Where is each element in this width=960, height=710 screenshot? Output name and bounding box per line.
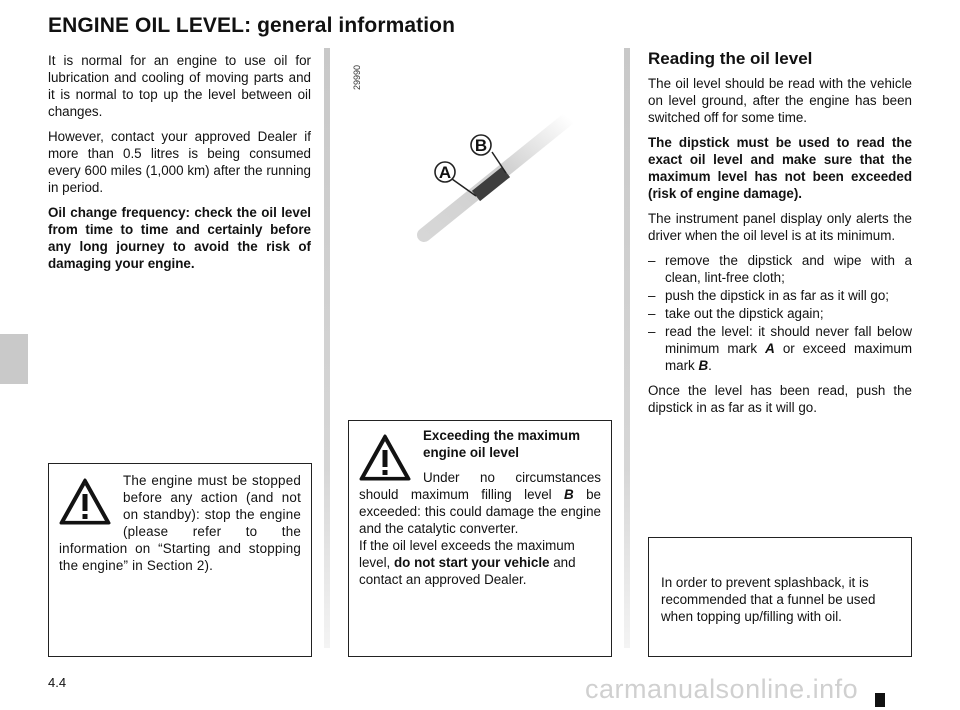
step-item: – remove the dipstick and wipe with a clean, lint-free cloth; (648, 252, 912, 286)
column-divider-left (324, 48, 330, 648)
dipstick-diagram (334, 108, 614, 258)
column-divider-right (624, 48, 630, 648)
exceeding-max-paragraph-1: Under no circumstances should maximum filling level B be exceeded: this could damage the engine and the catalytic converter. (359, 470, 601, 536)
funnel-note-box (648, 537, 912, 657)
exceeding-max-paragraph-2: If the oil level exceeds the maximum level, do not start your vehicle and contact an approved Dealer. (359, 538, 576, 587)
exceeding-max-heading: Exceeding the maximum engine oil level (423, 428, 581, 460)
left-column (48, 52, 311, 280)
engine-stopped-warning-box (48, 463, 312, 657)
reading-paragraph-2: The dipstick must be used to read the exact oil level and make sure that the maximum level has not been exceeded (risk of engine damage). (648, 135, 912, 201)
warning-triangle-icon (359, 434, 411, 482)
page-corner-mark (875, 693, 885, 707)
engine-stopped-warning-text: The engine must be stopped before any action (and not on standby): stop the engine (please refer to the information on “Starting and stopping the engine” in Section 2). (59, 473, 301, 573)
oil-change-frequency-paragraph: Oil change frequency: check the oil level from time to time and certainly before any long journey to avoid the risk of damaging your engine. (48, 205, 311, 271)
step-item: – read the level: it should never fall below minimum mark A or exceed maximum mark B. (648, 323, 912, 374)
section-tab (0, 334, 28, 384)
exceeding-max-level-warning-box (348, 420, 612, 657)
image-reference-code: 29990 (352, 64, 362, 90)
reading-paragraph-3: The instrument panel display only alerts the driver when the oil level is at its minimum. (648, 211, 912, 243)
intro-paragraph: It is normal for an engine to use oil for lubrication and cooling of moving parts and it is normal to top up the level between oil changes. (48, 53, 311, 119)
reading-paragraph-4: Once the level has been read, push the dipstick in as far as it will go. (648, 383, 912, 415)
page-title: ENGINE OIL LEVEL: general information (48, 14, 456, 37)
watermark: carmanualsonline.info (585, 674, 859, 704)
dealer-paragraph: However, contact your approved Dealer if more than 0.5 litres is being consumed every 600 miles (1,000 km) after the running in period. (48, 129, 311, 195)
reading-paragraph-1: The oil level should be read with the vehicle on level ground, after the engine has been switched off for some time. (648, 76, 912, 125)
dipstick-steps-list (648, 252, 912, 374)
max-mark-label: B (474, 136, 488, 155)
reading-oil-level-heading: Reading the oil level (648, 49, 813, 68)
right-column (648, 50, 912, 424)
funnel-note-text: In order to prevent splashback, it is recommended that a funnel be used when topping up/filling with oil. (661, 575, 876, 624)
step-item: – take out the dipstick again; (648, 305, 912, 322)
min-mark-label: A (438, 163, 452, 182)
step-item: – push the dipstick in as far as it will go; (648, 287, 912, 304)
page-number: 4.4 (48, 675, 67, 690)
warning-triangle-icon (59, 478, 111, 526)
